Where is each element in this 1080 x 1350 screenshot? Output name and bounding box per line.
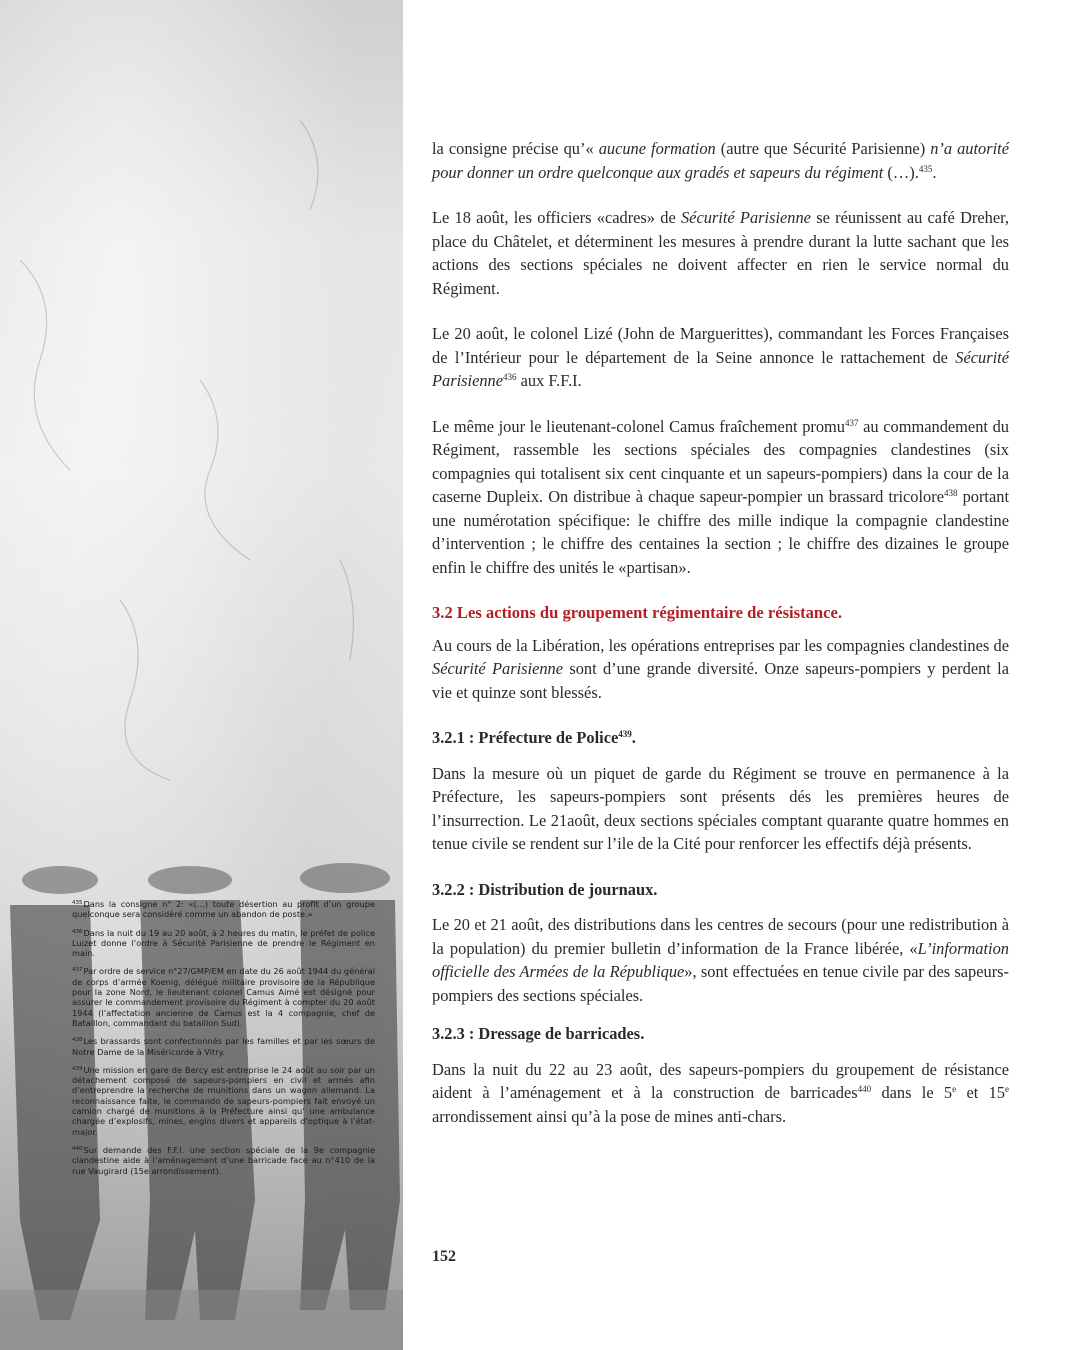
heading-text: . xyxy=(631,728,636,747)
text-run: la consigne précise qu’« xyxy=(432,139,599,158)
text-run: Au cours de la Libération, les opérations entreprises par les compagnies clandestines de xyxy=(432,635,1009,655)
text-run: (…). xyxy=(883,162,919,182)
footnote-ref: 440 xyxy=(857,1084,872,1094)
paragraph xyxy=(432,137,1009,184)
footnote-ref: 439 xyxy=(618,729,632,739)
footnotes xyxy=(72,898,375,1183)
text-run: Dans la nuit du 22 au 23 août, des sapeurs-pompiers du groupement de résistance aident à l’aménagement et à la construction de barricades xyxy=(432,1059,1009,1102)
text-run: aux F.F.I. xyxy=(516,371,582,390)
footnote-ref: 436 xyxy=(503,372,517,382)
footnote xyxy=(72,927,375,959)
superscript: e xyxy=(1005,1084,1009,1094)
footnote-number: 439 xyxy=(72,1065,83,1072)
main-text-column xyxy=(432,137,1009,1150)
footnote-ref: 435 xyxy=(918,163,933,174)
footnote-number: 438 xyxy=(72,1037,83,1044)
paragraph: Dans la mesure où un piquet de garde du Régiment se trouve en permanence à la Préfecture, les sapeurs-pompiers sont présents dés les premières heures de l’insurrection. Le 21août, deux sections spéciales comptant quarante quatre hommes en tenue civile se rendent sur l’ile de la Cité pour renforcer les effectifs déjà présents. xyxy=(432,763,1009,853)
footnote xyxy=(72,965,375,1028)
italic-run: aucune formation xyxy=(598,139,716,158)
text-run: Le 20 et 21 août, des distributions dans les centres de secours (pour une redistribution à la population) du premier bulletin d’information de la France libérée, « xyxy=(432,915,1009,958)
footnote-text: Les brassards sont confectionnés par les familles et par les sœurs de Notre Dame de la Miséricorde à Vitry. xyxy=(72,1036,375,1057)
page-number: 152 xyxy=(432,1248,456,1265)
text-run: dans le 5 xyxy=(871,1083,953,1102)
text-run: (autre que Sécurité Parisienne) xyxy=(715,139,931,158)
text-run: portant une numérotation spécifique: le chiffre des mille indique la compagnie clandestine d’intervention ; le chiffre des centaines la section ; le chiffre des dizaines le groupe enfin le chiffre des unités le «partisan». xyxy=(432,487,1010,577)
footnote-text: Dans la consigne n° 2: «(…) toute désertion au profit d’un groupe quelconque sera considéré comme un abandon de poste.» xyxy=(72,899,375,920)
footnote-number: 437 xyxy=(72,967,83,974)
text-run: Le 18 août, les officiers «cadres» de xyxy=(432,208,681,227)
footnote xyxy=(72,898,375,920)
italic-run: n’a autorité pour donner un ordre quelconque aux gradés et sapeurs du régiment xyxy=(432,139,1009,182)
text-run: sont d’une grande diversité. Onze sapeurs-pompiers y perdent la vie et quinze sont blessés. xyxy=(432,659,1009,702)
footnote-number: 440 xyxy=(72,1145,83,1152)
section-heading: 3.2 Les actions du groupement régimentaire de résistance. xyxy=(432,603,843,622)
footnote-text: Sur demande des F.F.I. une section spéciale de la 9e compagnie clandestine aide à l’aménagement d’une barricade face au n°410 de la rue Vaugirard (15e arrondissement). xyxy=(72,1144,375,1176)
text-run: au commandement du Régiment, rassemble les sections spéciales des compagnies clandestines (six compagnies qui totalisent six cent cinquante et un sapeurs-pompiers) dans la cour de la caserne Dupleix. On distribue à chaque sapeur-pompier un brassard tricolore xyxy=(432,416,1009,506)
footnote xyxy=(72,1064,375,1137)
paragraph xyxy=(432,206,1009,300)
text-run: Le même jour le lieutenant-colonel Camus fraîchement promu xyxy=(432,416,846,436)
paragraph xyxy=(432,1058,1009,1129)
subsection-heading: 3.2.2 : Distribution de journaux. xyxy=(432,879,658,899)
footnote-number: 436 xyxy=(72,928,83,935)
footnote-ref: 437 xyxy=(845,417,859,428)
footnote xyxy=(72,1035,375,1057)
paragraph xyxy=(432,913,1009,1007)
subsection-heading: 3.2.3 : Dressage de barricades. xyxy=(432,1024,645,1043)
text-run: se réunissent au café Dreher, place du Châtelet, et déterminent les mesures à prendre durant la lutte sachant que les actions des sections spéciales ne doivent affecter en rien le service normal du Régiment. xyxy=(432,208,1010,298)
text-run: arrondissement ainsi qu’à la pose de mines anti-chars. xyxy=(432,1106,787,1126)
italic-run: Sécurité Parisienne xyxy=(432,347,1009,390)
superscript: e xyxy=(952,1084,957,1094)
text-run: . xyxy=(932,162,937,182)
text-run: et 15 xyxy=(956,1083,1005,1102)
paragraph xyxy=(432,634,1009,705)
paragraph xyxy=(432,415,1009,580)
footnote xyxy=(72,1144,375,1176)
side-photo-panel xyxy=(0,0,403,1350)
footnote-ref: 438 xyxy=(943,488,958,498)
paragraph xyxy=(432,322,1009,393)
text-run: », sont effectuées en tenue civile par des sapeurs-pompiers des sections spéciales. xyxy=(432,962,1009,1005)
text-run: Le 20 août, le colonel Lizé (John de Marguerittes), commandant les Forces Françaises de l’Intérieur pour le département de la Seine annonce le rattachement de xyxy=(432,324,1009,367)
italic-run: Sécurité Parisienne xyxy=(680,208,811,227)
italic-run: L’information officielle des Armées de la République xyxy=(432,938,1009,981)
footnote-text: Par ordre de service n°27/GMP/EM en date du 26 août 1944 du général de corps d’armée Koenig, délégué militaire provisoire de la République pour la zone Nord, le lieutenant colonel Camus Aimé est désigné pour assurer le commandement provisoire du Régiment à compter du 20 août 1944 (l’affectation ancienne de Camus est la 4 compagnie, chef de Bataillon, commandant du bataillon Sud). xyxy=(72,966,375,1028)
footnote-text: Dans la nuit du 19 au 20 août, à 2 heures du matin, le préfet de police Luizet donne l’ordre à Sécurité Parisienne de prendre le Régiment en main. xyxy=(72,927,375,959)
subsection-heading xyxy=(432,726,1009,750)
italic-run: Sécurité Parisienne xyxy=(432,659,564,678)
footnote-number: 435 xyxy=(72,900,83,906)
footnote-text: Une mission en gare de Bercy est entreprise le 24 août au soir par un détachement composé de sapeurs-pompiers en civil et armés afin d’entreprendre la recherche de munitions dans un wagon allemand. La reconnaissance faite, le commando de sapeurs-pompiers fait envoyé un camion chargé de munitions à la Préfecture ainsi qu’ une ambulance chargée d’explosifs, mines, engins divers et appareils d’optique à l’état-major. xyxy=(72,1064,375,1137)
heading-text: 3.2.1 : Préfecture de Police xyxy=(432,728,619,747)
